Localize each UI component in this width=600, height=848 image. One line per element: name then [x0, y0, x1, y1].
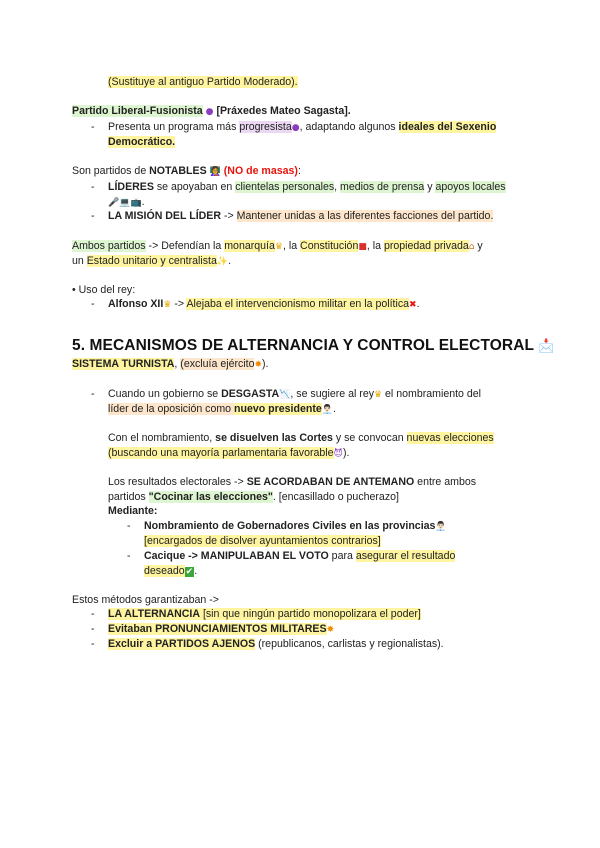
- envelope-chart-icon: 📩: [538, 339, 555, 354]
- disuelven-label: se disuelven las Cortes: [215, 432, 333, 444]
- notables-intro: Son partidos de: [72, 165, 150, 177]
- purple-circle-icon: ●: [205, 107, 214, 117]
- lideres-line: [108, 180, 506, 194]
- cortes-text-b: y se convocan: [332, 432, 407, 444]
- desgasta-label: DESGASTA: [221, 388, 280, 400]
- program-text: Presenta un programa más: [108, 121, 240, 133]
- period: .: [332, 403, 336, 415]
- crown-icon: ♛: [374, 390, 383, 400]
- period: .: [228, 255, 232, 267]
- liberal-leader: [Práxedes Mateo Sagasta].: [216, 105, 351, 117]
- computer-icon: 💻: [119, 198, 131, 208]
- crown-icon: ♛: [274, 242, 283, 252]
- constitucion-highlight: Constitución: [300, 240, 359, 252]
- mision-highlight: Mantener unidas a las diferentes facciones del partido.: [236, 210, 494, 222]
- bullet-dash: -: [91, 623, 95, 635]
- bullet-dash: -: [91, 638, 95, 650]
- excluir-highlight: Excluir a PARTIDOS AJENOS: [108, 638, 256, 650]
- nombramiento-label: Nombramiento de Gobernadores Civiles en las provincias: [144, 520, 436, 532]
- gobierno-text-c: el nombramiento del: [382, 388, 482, 400]
- liberal-heading: [72, 104, 351, 119]
- liberal-program-line: [108, 120, 496, 135]
- check-mark-icon: ✔: [185, 567, 194, 577]
- propiedad-highlight: propiedad privada: [383, 240, 469, 252]
- gobierno-line: [108, 387, 481, 402]
- alternancia-sub-highlight: [sin que ningún partido monopolizara el poder]: [200, 608, 421, 620]
- cacique-line-2: deseado✔.: [144, 565, 198, 577]
- arrow: ->: [171, 298, 187, 310]
- microphone-icon: 🎤: [108, 198, 120, 208]
- house-icon: ⌂: [468, 242, 475, 252]
- chart-decreasing-icon: 📉: [279, 390, 291, 400]
- bullet-dash: -: [127, 550, 131, 562]
- cortes-text: Con el nombramiento,: [108, 432, 216, 444]
- ambos-text-e: un: [72, 255, 87, 267]
- mision-line: [108, 209, 493, 223]
- ambos-line: [72, 239, 483, 254]
- sustituye-text: (Sustituye al antiguo Partido Moderado).: [108, 76, 298, 88]
- encargados-highlight: [encargados de disolver ayuntamientos contrarios]: [144, 535, 381, 547]
- gobierno-text: Cuando un gobierno se: [108, 388, 222, 400]
- nombramiento-line: [144, 519, 447, 534]
- para-text: para: [328, 550, 356, 562]
- ambos-line-2: [72, 254, 231, 269]
- bullet-dash: -: [91, 388, 95, 400]
- democratico-highlight: Democrático.: [108, 136, 176, 148]
- cortes-line: [108, 431, 494, 445]
- excluir-line: [108, 637, 444, 651]
- nuevo-presidente-highlight: nuevo presidente: [234, 403, 322, 415]
- ambos-label: Ambos partidos: [72, 240, 146, 252]
- comma: ,: [174, 358, 181, 370]
- lideres-icons-line: 🎤💻📺.: [108, 196, 145, 208]
- television-icon: 📺: [130, 198, 142, 208]
- close-paren: ).: [262, 358, 269, 370]
- comma: ,: [334, 181, 341, 193]
- resultados-text: Los resultados electorales ->: [108, 476, 247, 488]
- sustituye-line: [108, 75, 298, 89]
- liberal-name: Partido Liberal-Fusionista: [72, 105, 203, 117]
- bullet-dash: -: [91, 121, 95, 133]
- progresista-highlight: progresista: [239, 121, 292, 133]
- red-book-icon: ■: [358, 242, 367, 252]
- asegurar-highlight: asegurar el resultado: [355, 550, 456, 562]
- crown-icon: ♛: [163, 300, 172, 310]
- mediante-label: Mediante:: [108, 505, 158, 517]
- bullet-dash: -: [91, 608, 95, 620]
- excluia-highlight: (excluía ejército: [180, 358, 255, 370]
- bullet-dash: -: [127, 520, 131, 532]
- no-masas-text: (NO de masas): [223, 165, 298, 177]
- ambos-text: -> Defendían la: [145, 240, 225, 252]
- sparkles-icon: ✨: [216, 257, 229, 267]
- apoyos-highlight: apoyos locales: [435, 181, 506, 193]
- cacique-line: [144, 549, 455, 563]
- partidos-text: partidos: [108, 491, 149, 503]
- cacique-label: Cacique -> MANIPULABAN EL VOTO: [144, 550, 329, 562]
- purple-circle-icon: ●: [291, 123, 300, 133]
- ideales-highlight: ideales del Sexenio: [398, 121, 497, 133]
- man-icon: 👨🏻‍💼: [321, 405, 333, 415]
- buscando-highlight: (buscando una mayoría parlamentaria favorable: [108, 447, 334, 459]
- man-icon: 👨🏻‍💼: [435, 522, 447, 532]
- lideres-label: LÍDERES: [108, 181, 154, 193]
- bullet-dash: -: [91, 298, 95, 310]
- estado-highlight: Estado unitario y centralista: [86, 255, 217, 267]
- explosion-icon: ✸: [326, 625, 335, 635]
- red-cross-icon: ✖: [409, 300, 417, 310]
- bullet-dash: -: [91, 181, 95, 193]
- cocinar-highlight: "Cocinar las elecciones": [148, 491, 273, 503]
- deseado-highlight: deseado: [144, 565, 185, 577]
- turnista-highlight: SISTEMA TURNISTA: [72, 358, 175, 370]
- ambos-text-c: , la: [366, 240, 384, 252]
- lider-highlight: líder de la oposición como: [108, 403, 235, 415]
- section-5-title-text: 5. MECANISMOS DE ALTERNANCIA Y CONTROL ELECTORAL: [72, 337, 534, 354]
- evitaban-line: [108, 622, 334, 637]
- notables-label: NOTABLES: [149, 165, 207, 177]
- alternancia-line: [108, 607, 421, 621]
- encasillado-text: . [encasillado o pucherazo]: [272, 491, 399, 503]
- nuevas-elecciones-highlight: nuevas elecciones: [406, 432, 494, 444]
- explosion-icon: ✸: [254, 360, 263, 370]
- mision-label: LA MISIÓN DEL LÍDER: [108, 210, 222, 222]
- acordaban-label: SE ACORDABAN DE ANTEMANO: [246, 476, 415, 488]
- alfonso-highlight: Alejaba el intervencionismo militar en la política: [186, 298, 410, 310]
- monarquia-highlight: monarquía: [224, 240, 275, 252]
- resultados-line: [108, 475, 476, 489]
- smiling-devil-icon: 😈: [333, 449, 343, 459]
- nombramiento-sub-line: [144, 534, 381, 548]
- democratico-line: [108, 135, 175, 149]
- close-paren: ).: [342, 447, 350, 459]
- arrow: ->: [221, 210, 237, 222]
- gobierno-line-2: [108, 402, 336, 417]
- cortes-line-2: [108, 446, 349, 461]
- section-5-title: [72, 339, 555, 354]
- lideres-text: se apoyaban en: [153, 181, 236, 193]
- notables-line: [72, 164, 301, 179]
- uso-rey-line: • Uso del rey:: [72, 284, 136, 296]
- colon: :: [297, 165, 301, 177]
- alternancia-highlight: LA ALTERNANCIA: [108, 608, 200, 620]
- resultados-text-b: entre ambos: [414, 476, 477, 488]
- program-text-2: , adaptando algunos: [299, 121, 399, 133]
- alfonso-label: Alfonso XII: [108, 298, 164, 310]
- excluir-text: (republicanos, carlistas y regionalistas).: [255, 638, 444, 650]
- teacher-icon: 👩‍🏫: [209, 167, 221, 177]
- y-text: y: [424, 181, 436, 193]
- medios-highlight: medios de prensa: [340, 181, 425, 193]
- ambos-text-d: y: [474, 240, 483, 252]
- bullet-dash: -: [91, 210, 95, 222]
- ambos-text-b: , la: [282, 240, 301, 252]
- alfonso-line: Alfonso XII♛ -> Alejaba el intervencionismo militar en la política✖.: [108, 298, 420, 310]
- evitaban-highlight: Evitaban PRONUNCIAMIENTOS MILITARES: [108, 623, 327, 635]
- clientelas-highlight: clientelas personales: [235, 181, 335, 193]
- turnista-line: [72, 357, 269, 372]
- metodos-intro: Estos métodos garantizaban ->: [72, 594, 219, 606]
- resultados-line-2: [108, 490, 399, 504]
- gobierno-text-b: , se sugiere al rey: [290, 388, 375, 400]
